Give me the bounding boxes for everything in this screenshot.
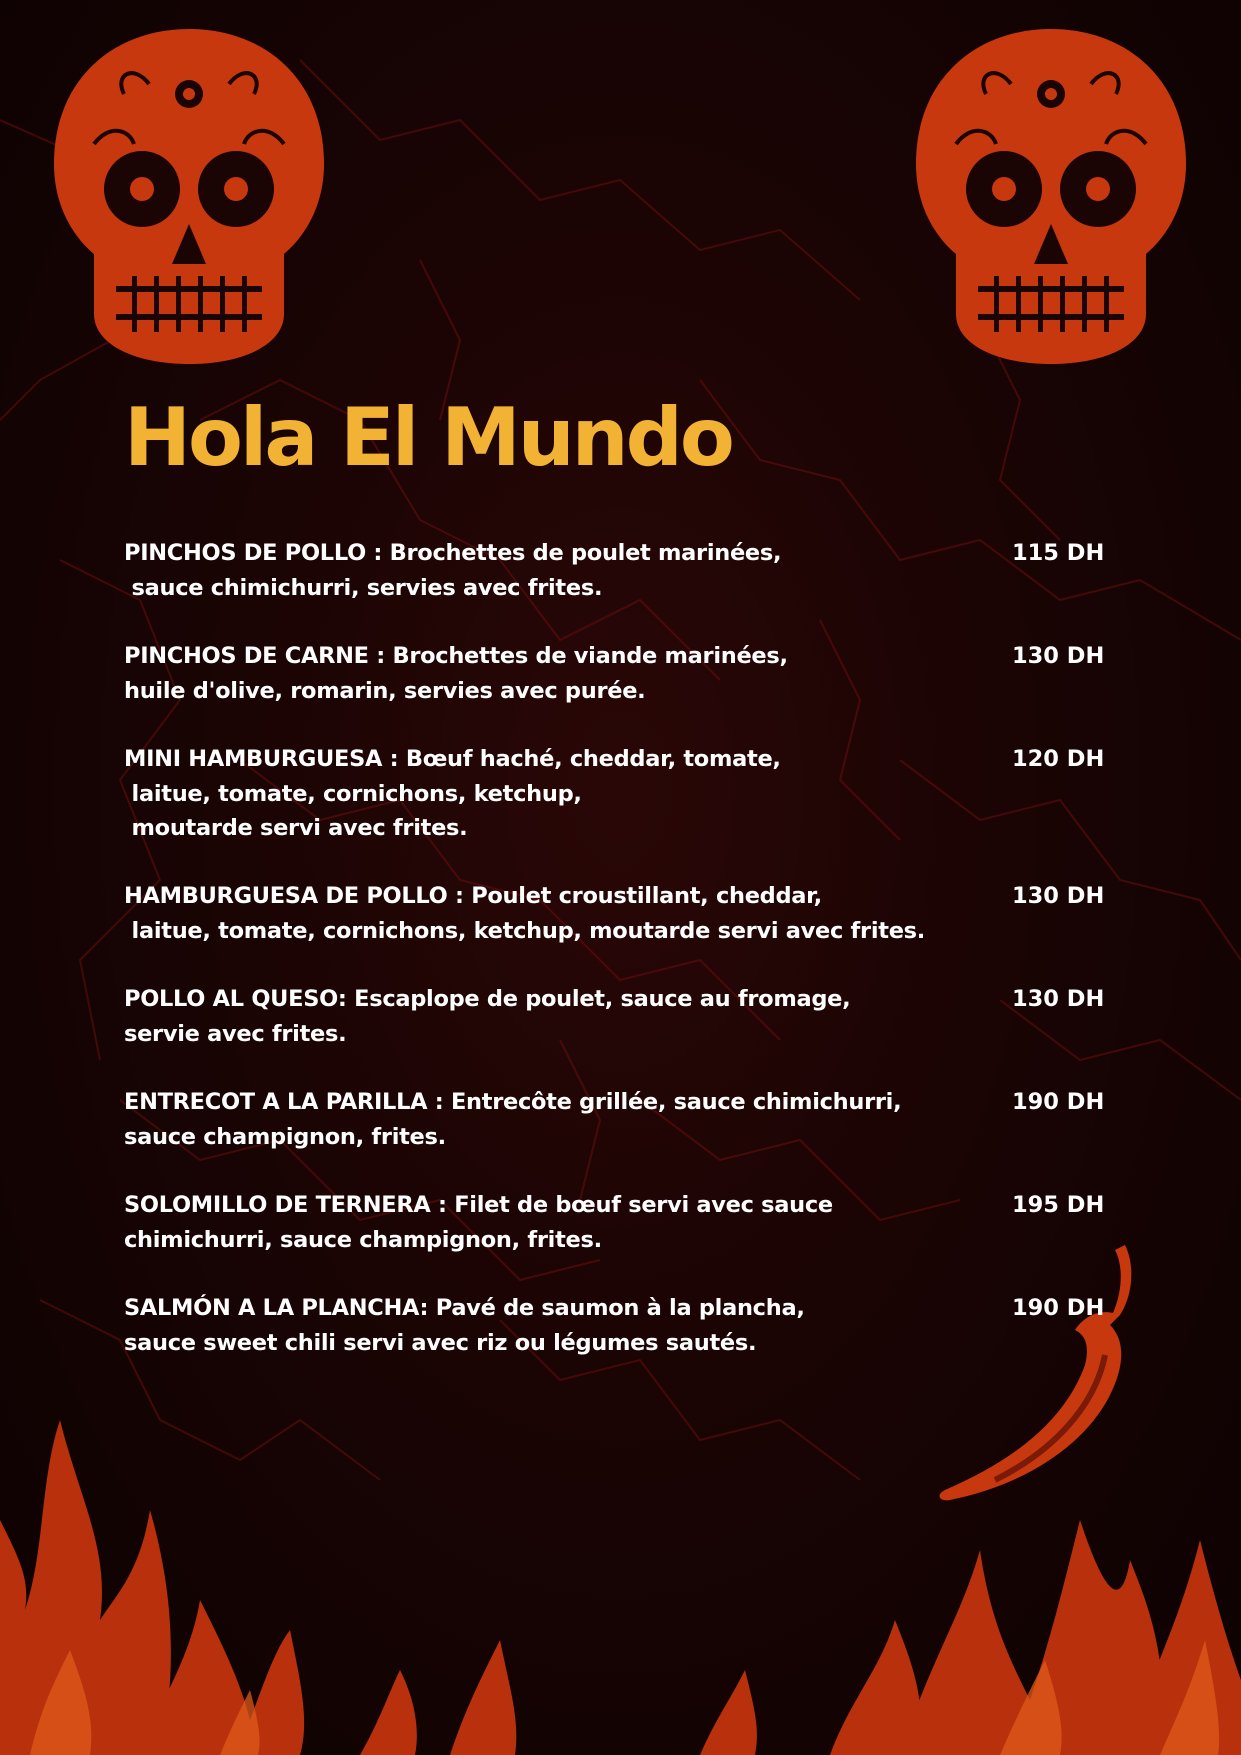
item-price: 130 DH [1012, 643, 1105, 669]
menu-list [124, 536, 1124, 1394]
menu-title: Hola El Mundo [124, 391, 732, 484]
description-line: servie avec frites. [124, 1020, 347, 1047]
item-description [124, 982, 1124, 1051]
description-line: HAMBURGUESA DE POLLO : Poulet croustillant, cheddar, [124, 883, 822, 909]
description-line: laitue, tomate, cornichons, ketchup, [124, 780, 582, 807]
flames [0, 1400, 1241, 1755]
sugar-skull-icon [916, 24, 1186, 364]
description-line: POLLO AL QUESO: Escaplope de poulet, sauce au fromage, [124, 986, 851, 1012]
sugar-skull-icon [54, 24, 324, 364]
item-price: 195 DH [1012, 1192, 1105, 1218]
menu-item [124, 982, 1124, 1085]
item-description [124, 536, 1124, 605]
item-price: 190 DH [1012, 1089, 1105, 1115]
item-description [124, 1291, 1124, 1360]
item-description [124, 742, 1124, 846]
description-line: sauce sweet chili servi avec riz ou légumes sautés. [124, 1329, 757, 1356]
item-description [124, 1085, 1124, 1154]
description-line: huile d'olive, romarin, servies avec purée. [124, 677, 646, 704]
item-price: 190 DH [1012, 1295, 1105, 1321]
item-description [124, 879, 1124, 948]
item-description [124, 639, 1124, 708]
description-line: PINCHOS DE POLLO : Brochettes de poulet marinées, [124, 540, 782, 566]
menu-item [124, 536, 1124, 639]
item-description [124, 1188, 1124, 1257]
menu-item [124, 879, 1124, 982]
description-line: PINCHOS DE CARNE : Brochettes de viande marinées, [124, 643, 788, 669]
description-line: chimichurri, sauce champignon, frites. [124, 1226, 602, 1253]
menu-item [124, 1188, 1124, 1291]
description-line: MINI HAMBURGUESA : Bœuf haché, cheddar, tomate, [124, 746, 781, 772]
description-line: SOLOMILLO DE TERNERA : Filet de bœuf servi avec sauce [124, 1192, 833, 1218]
description-line: moutarde servi avec frites. [124, 815, 468, 841]
menu-item [124, 1085, 1124, 1188]
description-line: laitue, tomate, cornichons, ketchup, moutarde servi avec frites. [124, 917, 926, 944]
menu-item [124, 1291, 1124, 1394]
description-line: ENTRECOT A LA PARILLA : Entrecôte grillée, sauce chimichurri, [124, 1089, 902, 1115]
item-price: 120 DH [1012, 746, 1105, 772]
description-line: sauce champignon, frites. [124, 1123, 446, 1150]
item-price: 130 DH [1012, 883, 1105, 909]
description-line: SALMÓN A LA PLANCHA: Pavé de saumon à la plancha, [124, 1295, 805, 1321]
item-price: 130 DH [1012, 986, 1105, 1012]
item-price: 115 DH [1012, 540, 1105, 566]
menu-item [124, 742, 1124, 879]
description-line: sauce chimichurri, servies avec frites. [124, 574, 603, 601]
menu-item [124, 639, 1124, 742]
